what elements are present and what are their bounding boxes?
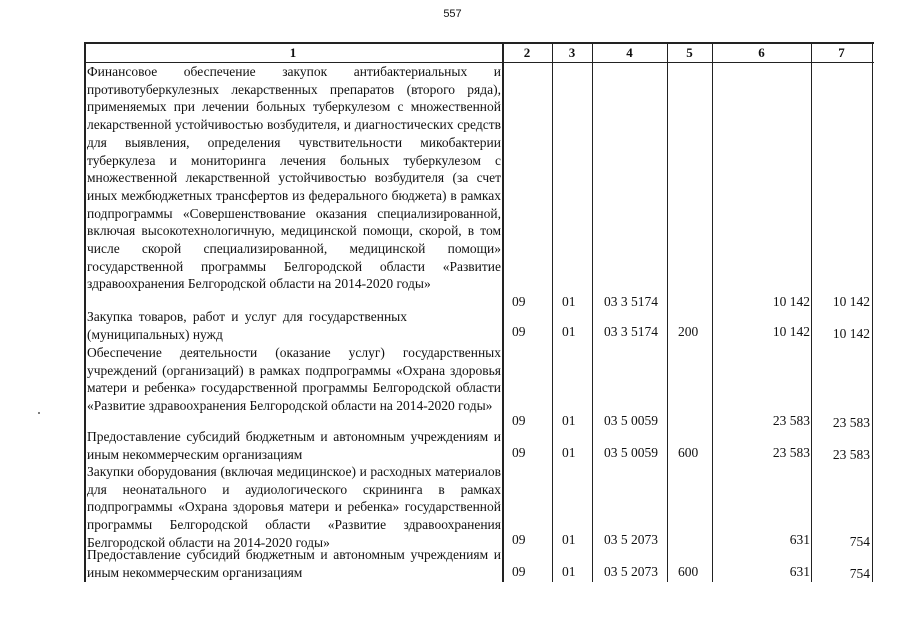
row-subsection: 01 [562,564,576,579]
page-number: 557 [443,8,462,20]
row-amount-2016: 23 583 [772,413,810,428]
header-col-2: 2 [523,45,531,60]
column-divider-6 [811,42,812,582]
table-border-right [872,42,873,582]
table-header [84,42,874,63]
row-subsection: 01 [562,532,576,547]
header-col-4: 4 [626,45,633,60]
header-col-6: 6 [758,45,765,60]
row-target-code: 03 3 5174 [604,294,658,309]
row-description: Предоставление субсидий бюджетным и автономным учреждениям и иным некоммерческим организациям [87,429,501,462]
row-target-code: 03 5 2073 [604,532,658,547]
row-amount-2017: 23 583 [832,415,870,430]
scan-speck [38,412,40,414]
header-col-7: 7 [838,45,845,60]
row-amount-2017: 10 142 [832,294,870,309]
column-divider-3 [592,42,593,582]
row-target-code: 03 5 0059 [604,413,658,428]
column-divider-4 [667,42,668,582]
row-amount-2017: 10 142 [832,326,870,341]
row-amount-2016: 631 [789,564,810,579]
row-amount-2016: 631 [789,532,810,547]
row-section: 09 [512,564,526,579]
row-description: Закупки оборудования (включая медицинское) и расходных материалов для неонатального и аудиологического скрининга в рамках подпрограммы «Охрана здоровья матери и ребенка» государственной программы Белгородской области «Развитие здравоохранения Белгородской области на 2014-2020 годы» [87,464,501,550]
row-section: 09 [512,532,526,547]
row-subsection: 01 [562,413,576,428]
row-expense-type: 600 [678,445,699,460]
row-description: Обеспечение деятельности (оказание услуг) государственных учреждений (организаций) в рамках подпрограммы «Охрана здоровья матери и ребенка» государственной программы Белгородской области «Развитие здравоохранения Белгородской области на 2014-2020 годы» [87,345,501,414]
header-col-3: 3 [568,45,576,60]
row-amount-2016: 23 583 [772,445,810,460]
column-divider-5 [712,42,713,582]
row-section: 09 [512,324,526,339]
row-subsection: 01 [562,294,576,309]
row-target-code: 03 5 0059 [604,445,658,460]
row-description: Предоставление субсидий бюджетным и автономным учреждениям и иным некоммерческим организациям [87,547,501,580]
row-amount-2016: 10 142 [772,324,810,339]
row-amount-2017: 754 [849,534,870,549]
header-col-5: 5 [686,45,693,60]
row-section: 09 [512,413,526,428]
table-border-left [84,42,86,582]
row-amount-2016: 10 142 [772,294,810,309]
row-subsection: 01 [562,445,576,460]
row-amount-2017: 754 [849,566,870,581]
row-subsection: 01 [562,324,576,339]
row-description: Финансовое обеспечение закупок антибактериальных и противотуберкулезных лекарственных препаратов (второго ряда), применяемых при лечении больных туберкулезом с множественной лекарственной устойчивостью возбудителя, и диагностических средств для выявления, определения чувствительности микобактерии туберкулеза и мониторинга лечения больных туберкулезом с множественной лекарственной устойчивостью возбудителя (за счет иных межбюджетных трансфертов из федерального бюджета) в рамках подпрограммы «Совершенствование оказания специализированной, включая высокотехнологичную, медицинской помощи, скорой, в том числе скорой специализированной, медицинской помощи» государственной программы Белгородской области «Развитие здравоохранения Белгородской области на 2014-2020 годы» [87,64,501,292]
row-description: Закупка товаров, работ и услуг для государственных (муниципальных) нужд [87,309,407,342]
column-divider-1 [502,42,504,582]
column-divider-2 [552,42,553,582]
row-target-code: 03 3 5174 [604,324,658,339]
header-col-1: 1 [289,45,297,60]
row-expense-type: 600 [678,564,699,579]
row-amount-2017: 23 583 [832,447,870,462]
row-section: 09 [512,445,526,460]
row-expense-type: 200 [678,324,699,339]
row-section: 09 [512,294,526,309]
budget-table [84,42,874,582]
row-target-code: 03 5 2073 [604,564,658,579]
